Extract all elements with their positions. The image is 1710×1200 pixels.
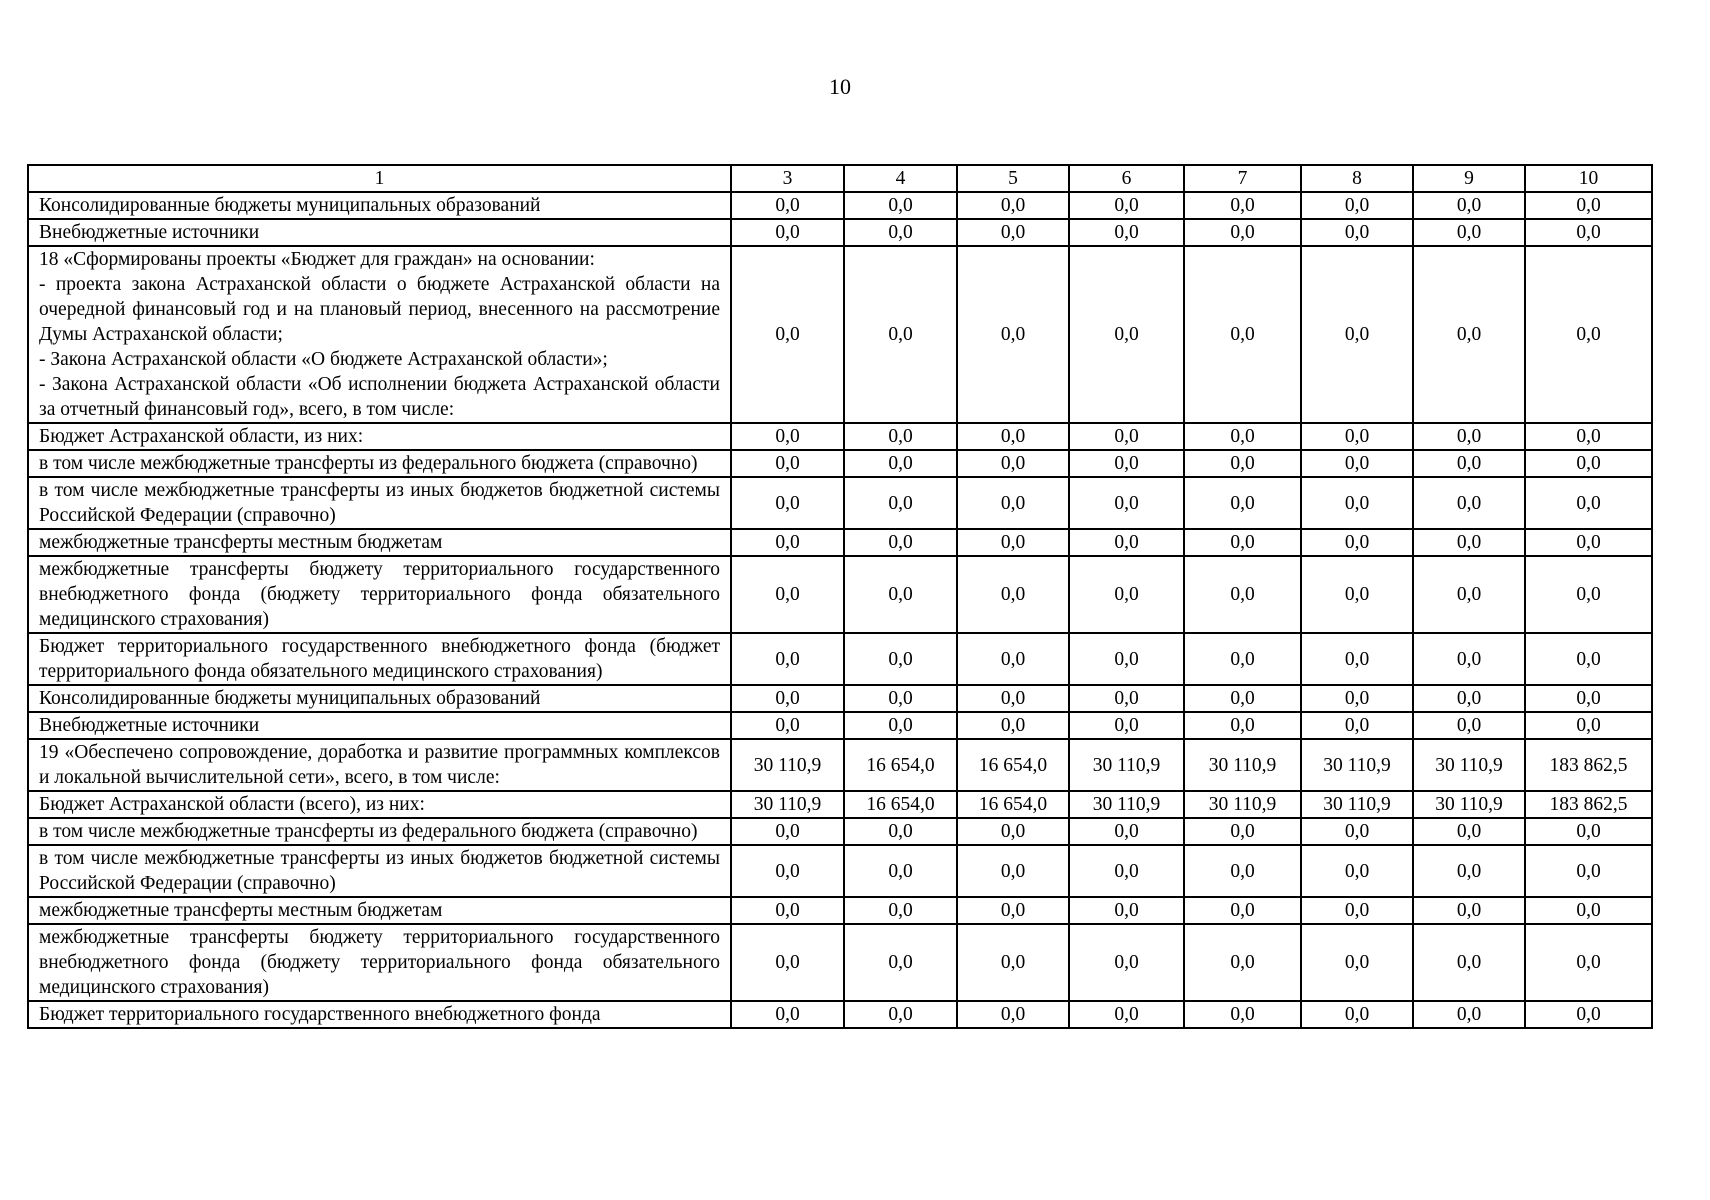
row-value: 0,0 bbox=[957, 219, 1069, 246]
row-value: 0,0 bbox=[957, 633, 1069, 685]
row-value: 0,0 bbox=[1413, 924, 1525, 1001]
row-value: 0,0 bbox=[731, 219, 844, 246]
row-value: 0,0 bbox=[731, 685, 844, 712]
row-value: 0,0 bbox=[731, 529, 844, 556]
table-row bbox=[28, 845, 1652, 897]
row-value: 0,0 bbox=[1069, 219, 1184, 246]
row-value: 0,0 bbox=[1413, 685, 1525, 712]
row-value: 0,0 bbox=[844, 818, 957, 845]
row-value: 0,0 bbox=[1525, 423, 1652, 450]
row-value: 0,0 bbox=[1301, 450, 1413, 477]
row-value: 0,0 bbox=[1525, 685, 1652, 712]
row-value: 30 110,9 bbox=[1413, 739, 1525, 791]
row-value: 30 110,9 bbox=[1069, 739, 1184, 791]
column-header: 8 bbox=[1301, 165, 1413, 192]
row-value: 0,0 bbox=[1413, 219, 1525, 246]
row-value: 0,0 bbox=[957, 529, 1069, 556]
row-value: 0,0 bbox=[1413, 529, 1525, 556]
row-value: 0,0 bbox=[1525, 450, 1652, 477]
row-label: Внебюджетные источники bbox=[28, 219, 731, 246]
row-value: 30 110,9 bbox=[1184, 791, 1301, 818]
row-value: 0,0 bbox=[1301, 897, 1413, 924]
row-value: 0,0 bbox=[1301, 477, 1413, 529]
row-value: 0,0 bbox=[1069, 246, 1184, 423]
row-value: 0,0 bbox=[844, 423, 957, 450]
row-value: 0,0 bbox=[1301, 556, 1413, 633]
row-label: в том числе межбюджетные трансферты из иных бюджетов бюджетной системы Российской Федерации (справочно) bbox=[28, 477, 731, 529]
row-value: 0,0 bbox=[1069, 556, 1184, 633]
row-value: 0,0 bbox=[1301, 192, 1413, 219]
row-value: 0,0 bbox=[1525, 477, 1652, 529]
row-value: 0,0 bbox=[1184, 897, 1301, 924]
row-label: Консолидированные бюджеты муниципальных образований bbox=[28, 685, 731, 712]
row-value: 0,0 bbox=[731, 556, 844, 633]
table-row bbox=[28, 192, 1652, 219]
column-header: 10 bbox=[1525, 165, 1652, 192]
row-value: 0,0 bbox=[1525, 556, 1652, 633]
row-value: 0,0 bbox=[1301, 685, 1413, 712]
row-value: 0,0 bbox=[844, 712, 957, 739]
table-body bbox=[28, 192, 1652, 1028]
row-value: 0,0 bbox=[1525, 633, 1652, 685]
column-header: 7 bbox=[1184, 165, 1301, 192]
row-value: 0,0 bbox=[1069, 192, 1184, 219]
row-label: межбюджетные трансферты бюджету территориального государственного внебюджетного фонда (бюджету территориального фонда обязательного медицинского страхования) bbox=[28, 924, 731, 1001]
row-value: 0,0 bbox=[1184, 219, 1301, 246]
row-value: 0,0 bbox=[1301, 924, 1413, 1001]
budget-table bbox=[27, 164, 1653, 1029]
row-value: 0,0 bbox=[1069, 845, 1184, 897]
row-value: 0,0 bbox=[1413, 477, 1525, 529]
row-value: 16 654,0 bbox=[844, 791, 957, 818]
column-header: 9 bbox=[1413, 165, 1525, 192]
row-value: 0,0 bbox=[1184, 845, 1301, 897]
table-row bbox=[28, 712, 1652, 739]
row-value: 0,0 bbox=[1413, 450, 1525, 477]
row-value: 0,0 bbox=[1184, 712, 1301, 739]
row-value: 30 110,9 bbox=[1301, 791, 1413, 818]
row-value: 0,0 bbox=[1413, 192, 1525, 219]
table-row bbox=[28, 219, 1652, 246]
row-label: Бюджет Астраханской области, из них: bbox=[28, 423, 731, 450]
row-value: 0,0 bbox=[957, 1001, 1069, 1028]
row-value: 0,0 bbox=[844, 633, 957, 685]
row-value: 30 110,9 bbox=[1184, 739, 1301, 791]
row-value: 0,0 bbox=[1184, 924, 1301, 1001]
row-value: 0,0 bbox=[957, 897, 1069, 924]
row-value: 0,0 bbox=[844, 685, 957, 712]
row-label: Консолидированные бюджеты муниципальных образований bbox=[28, 192, 731, 219]
row-label: 19 «Обеспечено сопровождение, доработка и развитие программных комплексов и локальной вычислительной сети», всего, в том числе: bbox=[28, 739, 731, 791]
table-row bbox=[28, 685, 1652, 712]
row-value: 0,0 bbox=[1413, 818, 1525, 845]
row-value: 0,0 bbox=[731, 423, 844, 450]
row-value: 0,0 bbox=[1184, 477, 1301, 529]
row-value: 0,0 bbox=[731, 450, 844, 477]
row-value: 0,0 bbox=[957, 556, 1069, 633]
row-value: 0,0 bbox=[957, 246, 1069, 423]
row-value: 0,0 bbox=[844, 477, 957, 529]
row-value: 30 110,9 bbox=[731, 739, 844, 791]
row-value: 0,0 bbox=[1413, 633, 1525, 685]
row-value: 0,0 bbox=[844, 450, 957, 477]
row-value: 0,0 bbox=[1525, 818, 1652, 845]
row-value: 0,0 bbox=[1069, 685, 1184, 712]
row-value: 0,0 bbox=[1069, 712, 1184, 739]
row-value: 0,0 bbox=[1184, 633, 1301, 685]
row-label: в том числе межбюджетные трансферты из федерального бюджета (справочно) bbox=[28, 818, 731, 845]
header-row bbox=[28, 165, 1652, 192]
row-value: 0,0 bbox=[1525, 1001, 1652, 1028]
row-value: 0,0 bbox=[1069, 529, 1184, 556]
row-value: 0,0 bbox=[731, 897, 844, 924]
row-value: 16 654,0 bbox=[957, 791, 1069, 818]
row-value: 0,0 bbox=[844, 219, 957, 246]
row-label: в том числе межбюджетные трансферты из федерального бюджета (справочно) bbox=[28, 450, 731, 477]
column-header: 4 bbox=[844, 165, 957, 192]
row-value: 0,0 bbox=[1413, 845, 1525, 897]
row-value: 0,0 bbox=[1069, 633, 1184, 685]
table-row bbox=[28, 924, 1652, 1001]
row-value: 0,0 bbox=[1184, 246, 1301, 423]
row-value: 0,0 bbox=[1184, 450, 1301, 477]
column-header: 1 bbox=[28, 165, 731, 192]
row-value: 0,0 bbox=[1184, 685, 1301, 712]
row-value: 0,0 bbox=[1069, 423, 1184, 450]
row-value: 0,0 bbox=[1301, 423, 1413, 450]
row-value: 183 862,5 bbox=[1525, 791, 1652, 818]
row-value: 0,0 bbox=[1301, 246, 1413, 423]
row-value: 0,0 bbox=[844, 192, 957, 219]
row-value: 0,0 bbox=[957, 450, 1069, 477]
row-value: 0,0 bbox=[731, 246, 844, 423]
table-row bbox=[28, 897, 1652, 924]
row-value: 0,0 bbox=[1184, 423, 1301, 450]
row-label: Внебюджетные источники bbox=[28, 712, 731, 739]
row-value: 0,0 bbox=[1301, 845, 1413, 897]
row-value: 0,0 bbox=[1301, 1001, 1413, 1028]
row-value: 0,0 bbox=[957, 818, 1069, 845]
row-value: 16 654,0 bbox=[957, 739, 1069, 791]
column-header: 6 bbox=[1069, 165, 1184, 192]
table-row bbox=[28, 791, 1652, 818]
row-value: 0,0 bbox=[957, 685, 1069, 712]
row-value: 0,0 bbox=[1413, 712, 1525, 739]
table-row bbox=[28, 423, 1652, 450]
row-value: 0,0 bbox=[1069, 924, 1184, 1001]
row-value: 0,0 bbox=[957, 192, 1069, 219]
row-value: 0,0 bbox=[731, 818, 844, 845]
row-value: 0,0 bbox=[1069, 450, 1184, 477]
column-header: 3 bbox=[731, 165, 844, 192]
row-value: 0,0 bbox=[1301, 818, 1413, 845]
table-row bbox=[28, 246, 1652, 423]
row-value: 0,0 bbox=[1525, 219, 1652, 246]
row-value: 0,0 bbox=[844, 1001, 957, 1028]
table-row bbox=[28, 450, 1652, 477]
row-value: 30 110,9 bbox=[1069, 791, 1184, 818]
row-value: 0,0 bbox=[1525, 246, 1652, 423]
row-label: межбюджетные трансферты местным бюджетам bbox=[28, 897, 731, 924]
row-label: 18 «Сформированы проекты «Бюджет для граждан» на основании: - проекта закона Астраханской области о бюджете Астраханской области на очередной финансовый год и на плановый период, внесенного на рассмотрение Думы Астраханской области; - Закона Астраханской области «О бюджете Астраханской области»; - Закона Астраханской области «Об исполнении бюджета Астраханской области за отчетный финансовый год», всего, в том числе: bbox=[28, 246, 731, 423]
row-value: 0,0 bbox=[1069, 477, 1184, 529]
row-value: 0,0 bbox=[731, 477, 844, 529]
row-value: 0,0 bbox=[844, 246, 957, 423]
row-value: 0,0 bbox=[731, 633, 844, 685]
row-value: 0,0 bbox=[1525, 712, 1652, 739]
row-value: 0,0 bbox=[731, 192, 844, 219]
row-value: 30 110,9 bbox=[1301, 739, 1413, 791]
row-value: 30 110,9 bbox=[731, 791, 844, 818]
row-value: 0,0 bbox=[1525, 845, 1652, 897]
row-label: Бюджет территориального государственного внебюджетного фонда bbox=[28, 1001, 731, 1028]
row-value: 0,0 bbox=[844, 897, 957, 924]
row-value: 0,0 bbox=[844, 529, 957, 556]
row-value: 30 110,9 bbox=[1413, 791, 1525, 818]
row-value: 0,0 bbox=[1184, 1001, 1301, 1028]
row-value: 0,0 bbox=[1184, 192, 1301, 219]
row-value: 16 654,0 bbox=[844, 739, 957, 791]
row-value: 0,0 bbox=[1301, 219, 1413, 246]
row-value: 0,0 bbox=[1525, 192, 1652, 219]
column-header: 5 bbox=[957, 165, 1069, 192]
table-row bbox=[28, 529, 1652, 556]
row-value: 0,0 bbox=[957, 423, 1069, 450]
row-value: 0,0 bbox=[1413, 897, 1525, 924]
row-value: 0,0 bbox=[957, 712, 1069, 739]
table-row bbox=[28, 556, 1652, 633]
row-value: 0,0 bbox=[1413, 246, 1525, 423]
row-label: Бюджет Астраханской области (всего), из них: bbox=[28, 791, 731, 818]
row-value: 0,0 bbox=[1069, 818, 1184, 845]
row-label: межбюджетные трансферты местным бюджетам bbox=[28, 529, 731, 556]
row-value: 0,0 bbox=[1413, 423, 1525, 450]
row-value: 0,0 bbox=[1184, 818, 1301, 845]
row-value: 0,0 bbox=[1525, 924, 1652, 1001]
table-row bbox=[28, 1001, 1652, 1028]
row-value: 0,0 bbox=[1301, 633, 1413, 685]
row-value: 0,0 bbox=[957, 924, 1069, 1001]
row-value: 0,0 bbox=[1525, 529, 1652, 556]
row-value: 0,0 bbox=[844, 924, 957, 1001]
table-row bbox=[28, 739, 1652, 791]
row-value: 0,0 bbox=[957, 477, 1069, 529]
row-value: 0,0 bbox=[1184, 556, 1301, 633]
row-value: 0,0 bbox=[844, 845, 957, 897]
row-value: 0,0 bbox=[731, 712, 844, 739]
row-value: 0,0 bbox=[1413, 1001, 1525, 1028]
row-value: 0,0 bbox=[1069, 897, 1184, 924]
row-value: 0,0 bbox=[1184, 529, 1301, 556]
row-value: 0,0 bbox=[844, 556, 957, 633]
row-value: 0,0 bbox=[1301, 712, 1413, 739]
row-value: 183 862,5 bbox=[1525, 739, 1652, 791]
row-value: 0,0 bbox=[1525, 897, 1652, 924]
row-label: Бюджет территориального государственного внебюджетного фонда (бюджет территориального фонда обязательного медицинского страхования) bbox=[28, 633, 731, 685]
row-value: 0,0 bbox=[731, 924, 844, 1001]
table-row bbox=[28, 477, 1652, 529]
row-value: 0,0 bbox=[1069, 1001, 1184, 1028]
page-number: 10 bbox=[829, 74, 851, 99]
table-row bbox=[28, 818, 1652, 845]
table-row bbox=[28, 633, 1652, 685]
row-label: в том числе межбюджетные трансферты из иных бюджетов бюджетной системы Российской Федерации (справочно) bbox=[28, 845, 731, 897]
row-value: 0,0 bbox=[731, 1001, 844, 1028]
row-value: 0,0 bbox=[957, 845, 1069, 897]
row-label: межбюджетные трансферты бюджету территориального государственного внебюджетного фонда (бюджету территориального фонда обязательного медицинского страхования) bbox=[28, 556, 731, 633]
row-value: 0,0 bbox=[731, 845, 844, 897]
row-value: 0,0 bbox=[1413, 556, 1525, 633]
row-value: 0,0 bbox=[1301, 529, 1413, 556]
